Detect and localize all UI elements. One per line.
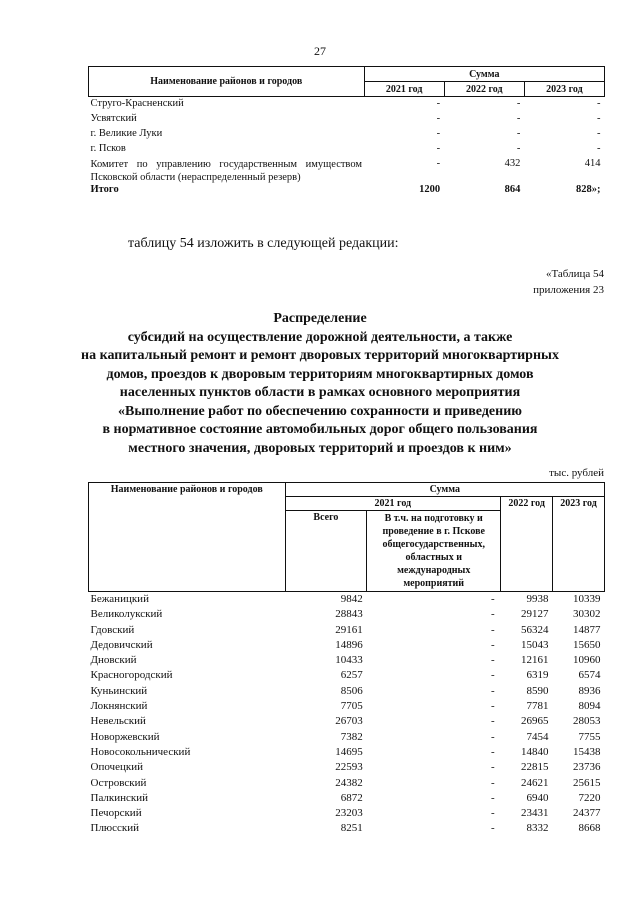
value-2023: 10960 [573,654,601,667]
district-name: Островский [90,776,147,789]
title-line: местного значения, дворовых территорий и проездов к ним» [128,440,512,456]
value-2021-including: - [490,822,495,835]
value-2022: 432 [504,158,521,169]
district-name: Новоржевский [90,730,160,743]
value-2021-total: 7382 [340,730,363,743]
units-label: тыс. рублей [549,467,604,479]
value-2022: 12161 [521,654,549,667]
total-2022: 864 [504,184,521,195]
value-2023: 15438 [573,745,601,758]
value-2021-including: - [490,684,495,697]
total-2021: 1200 [419,184,441,195]
table-row [89,730,605,745]
value-2022: 29127 [521,608,549,621]
title-line: Распределение [273,311,367,326]
header-total: Всего [285,511,367,592]
table-body [89,592,605,837]
value-2022: 24621 [521,776,549,789]
table-row [89,97,605,114]
header-year-2022: 2022 год [444,82,524,97]
value-2022: 26965 [521,715,549,728]
district-name: Комитет по управлению государственным имуществом Псковской области (нераспределенный резерв) [90,159,363,183]
value-2021-including: - [490,807,495,820]
value-2021-total: 10433 [335,654,363,667]
header-year-2023: 2023 год [553,497,605,592]
value-2021-including: - [490,745,495,758]
value-2023: - [597,113,601,124]
value-2022: 8590 [526,684,549,697]
value-2023: - [597,128,601,139]
value-2023: - [597,98,601,109]
value-2021-including: - [490,654,495,667]
table-row [89,699,605,714]
value-2023: 28053 [573,715,601,728]
table-caption [533,266,604,298]
value-2022: 56324 [521,623,549,636]
table-row [89,128,605,143]
value-2021: - [436,128,441,139]
instruction-paragraph: таблицу 54 изложить в следующей редакции: [128,236,399,251]
table-row [89,592,605,608]
value-2022: 6319 [526,669,549,682]
header-year-2021: 2021 год [364,82,444,97]
table-row [89,668,605,683]
table-row [89,821,605,836]
value-2021-including: - [490,715,495,728]
value-2021-including: - [490,669,495,682]
value-2022: 7781 [526,700,549,713]
caption-line: приложения 23 [533,284,604,296]
table-row [89,791,605,806]
district-name: Гдовский [90,623,135,636]
value-2023: 15650 [573,638,601,651]
value-2023: 25615 [573,776,601,789]
value-2022: 7454 [526,730,549,743]
table-row [89,623,605,638]
value-2022: 22815 [521,761,549,774]
header-including: В т.ч. на подготовку и проведение в г. Пскове общегосударственных, областных и международных мероприятий [367,511,501,592]
district-name: Красногородский [90,669,173,682]
district-name: Струго-Красненский [90,98,184,109]
value-2023: 6574 [578,669,601,682]
value-2022: 15043 [521,638,549,651]
district-name: Дновский [90,654,137,667]
header-year-2021: 2021 год [285,497,501,511]
district-name: Локнянский [90,700,148,713]
district-name: Новосокольнический [90,745,191,758]
table-row [89,684,605,699]
value-2021-total: 14896 [335,638,363,651]
caption-line: «Таблица 54 [545,268,604,280]
value-2021-total: 7705 [340,700,363,713]
value-2021-including: - [490,608,495,621]
table-row [89,158,605,184]
value-2023: 8668 [578,822,601,835]
district-name: Великолукский [90,608,163,621]
value-2021-total: 29161 [335,623,363,636]
value-2022: 9938 [526,593,549,605]
title-line: домов, проездов к дворовым территориям многоквартирных домов [106,366,534,382]
title-line: населенных пунктов области в рамках основного мероприятия [119,385,521,400]
page-number: 27 [314,44,326,58]
value-2023: 7220 [578,791,601,804]
value-2021-including: - [490,700,495,713]
value-2021-including: - [490,791,495,804]
table-row [89,638,605,653]
district-name: Усвятский [90,113,137,124]
value-2022: 6940 [526,791,549,804]
value-2021-including: - [490,593,495,605]
value-2023: 7755 [578,730,601,743]
district-name: Плюсский [90,822,140,835]
title-line: на капитальный ремонт и ремонт дворовых территорий многоквартирных [81,348,559,363]
header-year-2023: 2023 год [524,82,604,97]
value-2021-including: - [490,761,495,774]
value-2022: 14840 [521,745,549,758]
table-row [89,143,605,158]
value-2023: 414 [584,158,601,169]
value-2021-including: - [490,776,495,789]
subsidy-distribution-table [88,482,605,837]
district-name: Печорский [90,807,142,820]
title-line: «Выполнение работ по обеспечению сохранности и приведению [118,403,522,419]
value-2021: - [436,113,441,124]
value-2021: - [436,158,441,169]
header-sum: Сумма [364,67,604,82]
value-2022: - [516,143,521,154]
value-2023: 24377 [573,807,601,820]
table-row [89,806,605,821]
total-2023: 828»; [576,184,601,195]
title-line: субсидий на осуществление дорожной деятельности, а также [127,329,513,345]
value-2022: 8332 [526,822,549,835]
subsidy-table-continued [88,66,605,199]
district-name: Дедовичский [90,638,153,651]
district-name: г. Псков [90,143,126,154]
table-row [89,760,605,775]
value-2022: - [516,113,521,124]
header-sum: Сумма [285,483,604,497]
district-name: г. Великие Луки [90,128,163,139]
value-2023: 8936 [578,684,601,697]
value-2023: 14877 [573,623,601,636]
district-name: Палкинский [90,791,149,804]
value-2022: 23431 [521,807,549,820]
value-2021-including: - [490,623,495,636]
value-2021-total: 28843 [335,608,363,621]
table-row [89,607,605,622]
district-name: Бежаницкий [90,593,149,605]
value-2021-total: 23203 [335,807,363,820]
value-2021-total: 26703 [335,715,363,728]
table-row [89,653,605,668]
value-2021-total: 14695 [335,745,363,758]
value-2021-including: - [490,730,495,743]
table-row [89,714,605,729]
value-2021-total: 24382 [335,776,363,789]
header-name-column: Наименование районов и городов [89,483,286,592]
value-2021-including: - [490,638,495,651]
total-row [89,184,605,199]
table-row [89,776,605,791]
value-2023: 8094 [578,700,601,713]
value-2021-total: 8506 [340,684,363,697]
value-2021: - [436,98,441,109]
table-row [89,113,605,128]
title-line: в нормативное состояние автомобильных дорог общего пользования [102,422,538,437]
table-row [89,745,605,760]
document-title [0,310,640,458]
total-label: Итого [90,184,119,195]
value-2022: - [516,98,521,109]
value-2021-total: 8251 [340,822,363,835]
district-name: Опочецкий [90,761,143,774]
value-2023: 30302 [573,608,601,621]
value-2021-total: 22593 [335,761,363,774]
value-2021-total: 9842 [340,593,363,605]
value-2023: 23736 [573,761,601,774]
value-2023: 10339 [573,593,601,605]
header-year-2022: 2022 год [501,497,553,592]
district-name: Куньинский [90,684,148,697]
value-2022: - [516,128,521,139]
header-name-column: Наименование районов и городов [89,67,365,97]
district-name: Невельский [90,715,146,728]
value-2021-total: 6257 [340,669,363,682]
value-2023: - [597,143,601,154]
value-2021-total: 6872 [340,791,363,804]
value-2021: - [436,143,441,154]
